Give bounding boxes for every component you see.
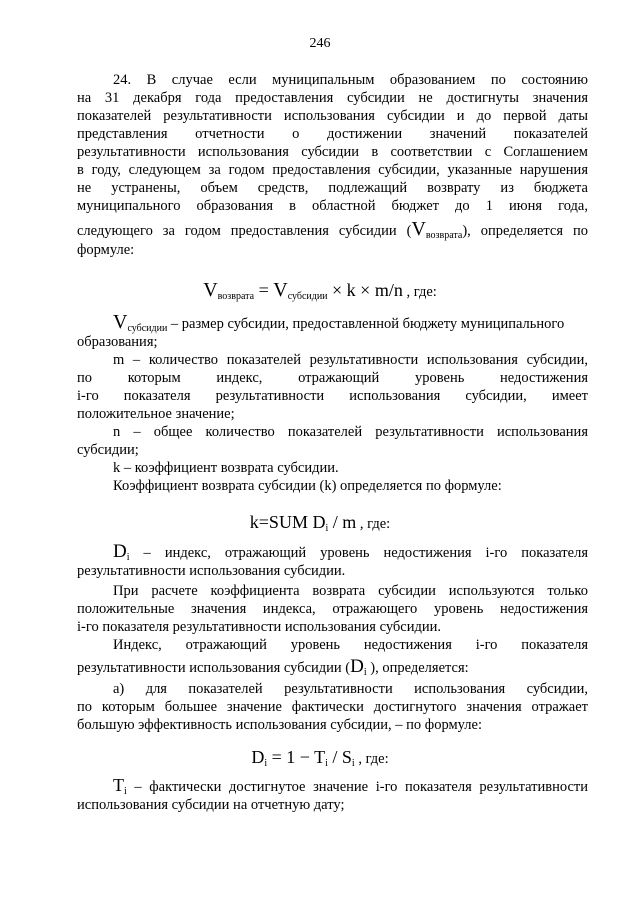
formula2-rest: / m bbox=[328, 512, 357, 532]
def-m-line-3: i-го показателя результативности использования субсидии, имеет bbox=[77, 388, 588, 404]
def-d-line-2: результативности использования субсидии. bbox=[77, 563, 346, 579]
def-d-subscript: i bbox=[126, 552, 130, 563]
para24-line-10: формуле: bbox=[77, 242, 135, 258]
formula1-tail: , где: bbox=[402, 284, 437, 300]
formula1-v1: V bbox=[203, 279, 218, 301]
def-v-text: – размер субсидии, предоставленной бюджету муниципального bbox=[167, 316, 565, 332]
item-a-line-1: а) для показателей результативности использования субсидии, bbox=[113, 681, 588, 697]
formula1-v1-sub: возврата bbox=[217, 291, 255, 302]
def-k: k – коэффициент возврата субсидии. bbox=[113, 460, 339, 476]
para24-line-9-before: следующего за годом предоставления субсидии ( bbox=[77, 223, 412, 239]
para24-line-9-after: ), определяется по bbox=[462, 223, 588, 239]
def-t-line-1 bbox=[113, 777, 588, 796]
formula2-main: k=SUM D bbox=[249, 512, 326, 532]
para24-line-7: не устранены, объем средств, подлежащий возврату из бюджета bbox=[77, 180, 588, 196]
formula3-rest: / S bbox=[327, 747, 352, 767]
para24-line-4: представления отчетности о достижении значений показателей bbox=[77, 126, 588, 142]
def-v-symbol: V bbox=[113, 311, 128, 333]
formula3-tail: , где: bbox=[354, 751, 389, 767]
def-d-text: – индекс, отражающий уровень недостижения i-го показателя bbox=[129, 545, 588, 561]
para24-line-1: 24. В случае если муниципальным образованием по состоянию bbox=[113, 72, 588, 88]
calc-line-2: положительные значения индекса, отражающего уровень недостижения bbox=[77, 601, 588, 617]
formula3-t-sub: i bbox=[325, 758, 328, 769]
def-t-subscript: i bbox=[124, 786, 127, 797]
formula-k bbox=[0, 511, 640, 535]
para24-line-3: показателей результативности использования субсидии и до первой даты bbox=[77, 108, 588, 124]
def-d-symbol: D bbox=[113, 541, 127, 562]
index-line-2 bbox=[77, 658, 588, 677]
def-n-line-1: n – общее количество показателей результативности использования bbox=[113, 424, 588, 440]
def-v-subscript: субсидии bbox=[127, 323, 168, 334]
calc-line-1: При расчете коэффициента возврата субсидии используются только bbox=[113, 583, 588, 599]
def-t-line-2: использования субсидии на отчетную дату; bbox=[77, 797, 345, 813]
index-line-1: Индекс, отражающий уровень недостижения i-го показателя bbox=[113, 637, 588, 653]
def-v-line-1 bbox=[113, 311, 593, 334]
formula3-s-sub: i bbox=[351, 758, 355, 769]
item-a-line-2: по которым большее значение фактически достигнутого значения отражает bbox=[77, 699, 588, 715]
index-d-subscript: i bbox=[363, 667, 367, 678]
para24-line-6: в году, следующем за годом предоставления субсидии, указанные нарушения bbox=[77, 162, 588, 178]
formula3-d: D bbox=[251, 747, 265, 767]
formula2-tail: , где: bbox=[356, 516, 391, 532]
def-d-line-1 bbox=[113, 543, 588, 562]
formula2-sub: i bbox=[325, 523, 329, 534]
index-line-2-after: ), определяется: bbox=[366, 660, 469, 676]
formula1-eq: = bbox=[254, 280, 274, 300]
page-number: 246 bbox=[309, 36, 331, 51]
def-m-line-2: по которым индекс, отражающий уровень недостижения bbox=[77, 370, 588, 386]
calc-line-3: i-го показателя результативности использования субсидии. bbox=[77, 619, 441, 635]
coef-intro: Коэффициент возврата субсидии (k) определяется по формуле: bbox=[113, 478, 502, 494]
index-d-symbol: D bbox=[350, 656, 364, 677]
def-m-line-1: m – количество показателей результативности использования субсидии, bbox=[113, 352, 588, 368]
def-t-text: – фактически достигнутое значение i-го показателя результативности bbox=[126, 779, 588, 795]
para24-line-2: на 31 декабря года предоставления субсидии не достигнуты значения bbox=[77, 90, 588, 106]
v-symbol: V bbox=[411, 218, 426, 240]
item-a-line-3: большую эффективность использования субсидии, – по формуле: bbox=[77, 717, 482, 733]
formula3-d-sub: i bbox=[264, 758, 268, 769]
formula-v-return bbox=[0, 279, 640, 303]
formula3-mid: = 1 − T bbox=[267, 747, 326, 767]
para24-line-8: муниципального образования в областной бюджет до 1 июня года, bbox=[77, 198, 588, 214]
formula-d bbox=[0, 746, 640, 770]
formula1-v2: V bbox=[273, 279, 288, 301]
def-m-line-4: положительное значение; bbox=[77, 406, 235, 422]
def-n-line-2: субсидии; bbox=[77, 442, 139, 458]
para24-line-9 bbox=[77, 218, 588, 241]
index-line-2-before: результативности использования субсидии ( bbox=[77, 660, 351, 676]
v-subscript: возврата bbox=[425, 230, 463, 241]
para24-line-5: результативности использования субсидии в соответствии с Соглашением bbox=[77, 144, 588, 160]
formula1-v2-sub: субсидии bbox=[287, 291, 328, 302]
def-v-line-2: образования; bbox=[77, 334, 158, 350]
formula1-rest: × k × m/n bbox=[327, 280, 403, 300]
def-t-symbol: T bbox=[113, 775, 124, 795]
